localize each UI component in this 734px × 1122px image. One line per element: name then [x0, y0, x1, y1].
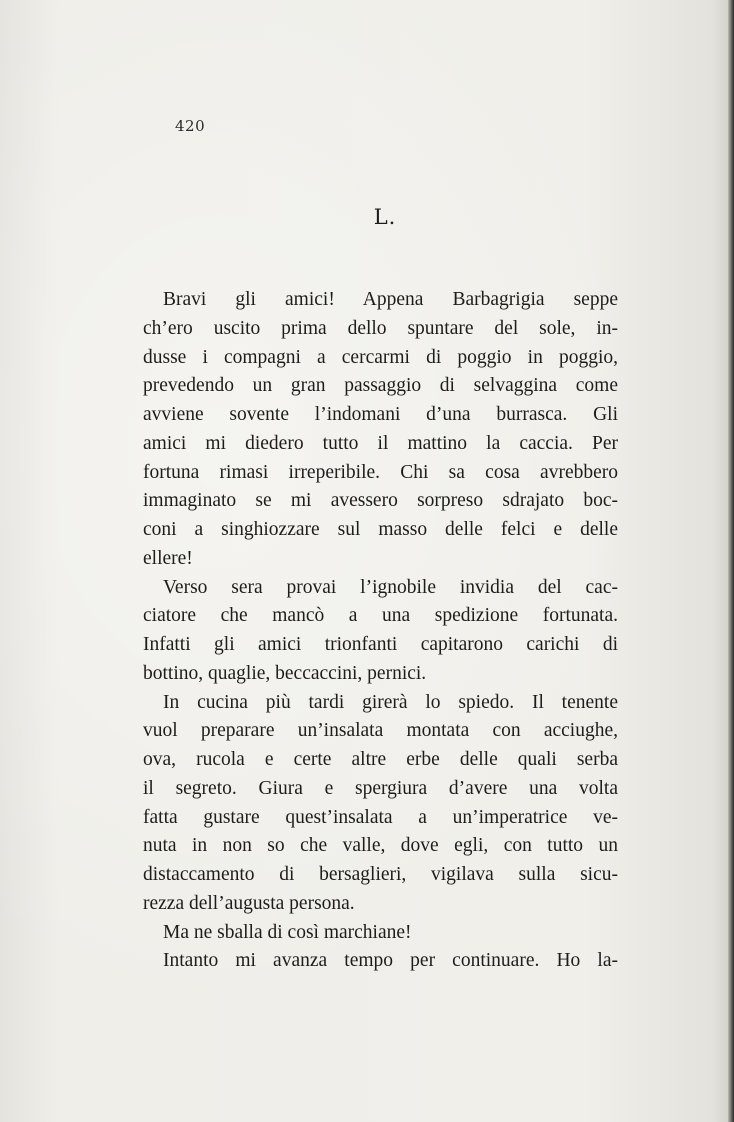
- chapter-heading: L.: [373, 205, 397, 229]
- text-line: distaccamento di bersaglieri, vigilava sulla sicu-: [143, 864, 618, 885]
- text-line: Infatti gli amici trionfanti capitarono carichi di: [143, 634, 618, 655]
- page-edge-shadow: [728, 0, 734, 1122]
- text-line: Bravi gli amici! Appena Barbagrigia seppe: [163, 289, 618, 310]
- text-line: il segreto. Giura e spergiura d’avere una volta: [143, 777, 618, 799]
- text-line: prevedendo un gran passaggio di selvaggina come: [143, 375, 618, 397]
- text-line: fatta gustare quest’insalata a un’imperatrice ve-: [143, 806, 618, 828]
- text-line: Intanto mi avanza tempo per continuare. Ho la-: [163, 950, 618, 972]
- text-line: avviene sovente l’indomani d’una burrasca. Gli: [143, 404, 618, 425]
- text-line: fortuna rimasi irreperibile. Chi sa cosa avrebbero: [143, 461, 618, 483]
- text-line: rezza dell’augusta persona.: [143, 892, 355, 914]
- text-line: In cucina più tardi girerà lo spiedo. Il tenente: [163, 691, 618, 713]
- text-line: ellere!: [143, 547, 193, 569]
- text-line: vuol preparare un’insalata montata con acciughe,: [143, 720, 618, 742]
- text-line: dusse i compagni a cercarmi di poggio in poggio,: [143, 346, 618, 368]
- page-number: 420: [175, 117, 206, 135]
- text-line: ch’ero uscito prima dello spuntare del sole, in-: [143, 317, 618, 339]
- text-line: coni a singhiozzare sul masso delle felci e delle: [143, 519, 618, 540]
- text-line: Verso sera provai l’ignobile invidia del cac-: [163, 576, 618, 598]
- text-line: bottino, quaglie, beccaccini, pernici.: [143, 662, 427, 684]
- body-text: [143, 286, 618, 976]
- text-line: amici mi diedero tutto il mattino la caccia. Per: [143, 432, 618, 454]
- text-line: ciatore che mancò a una spedizione fortunata.: [143, 605, 618, 627]
- text-line: ova, rucola e certe altre erbe delle quali serba: [143, 749, 618, 770]
- text-line: nuta in non so che valle, dove egli, con tutto un: [143, 835, 618, 857]
- text-line: Ma ne sballa di così marchiane!: [163, 921, 412, 943]
- text-line: immaginato se mi avessero sorpreso sdrajato boc-: [143, 490, 618, 512]
